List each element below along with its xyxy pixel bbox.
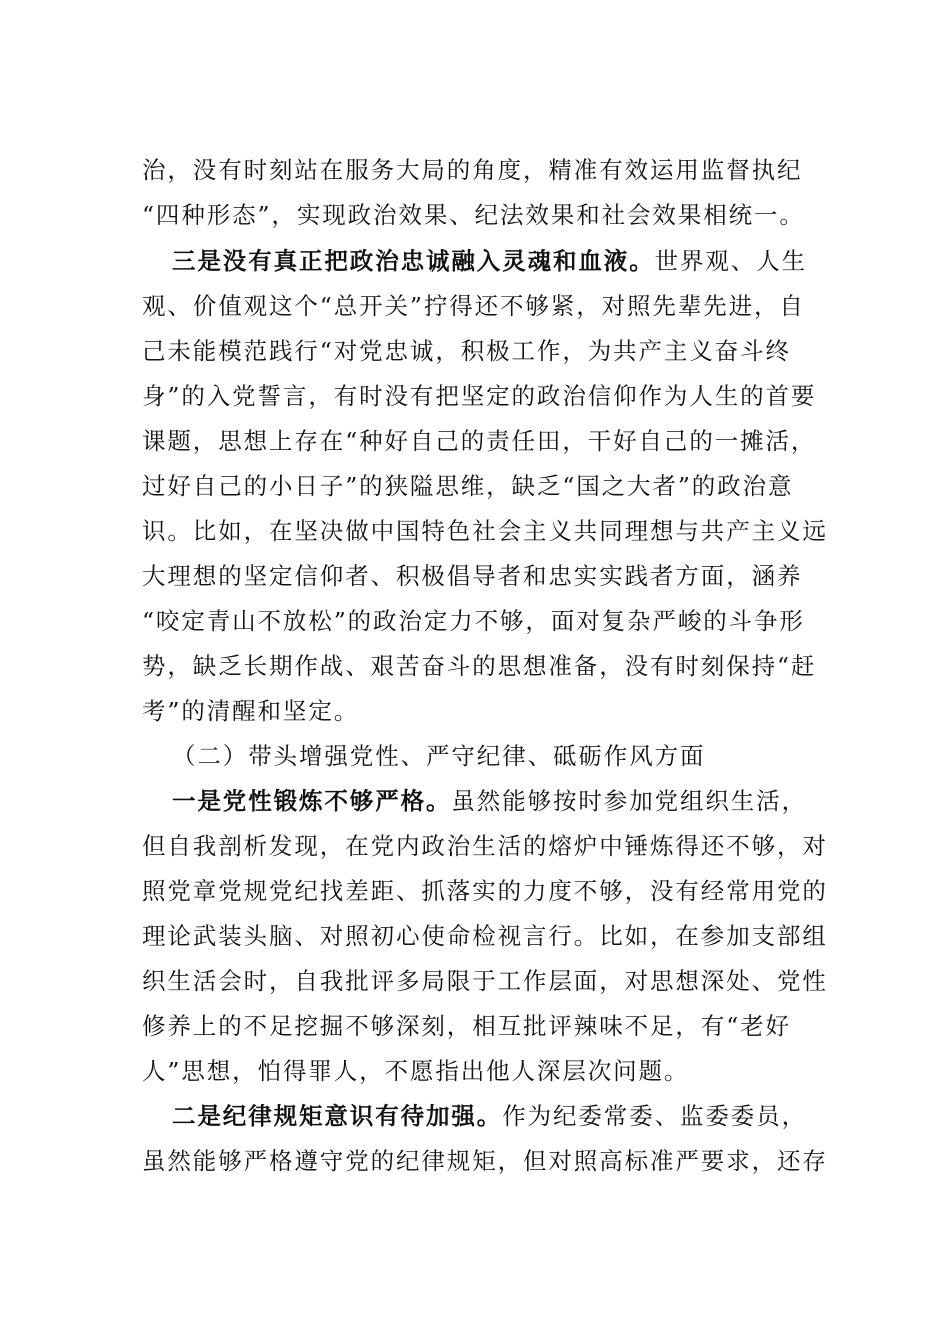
- paragraph-line: 但自我剖析发现，在党内政治生活的熔炉中锤炼得还不够，对: [142, 832, 828, 860]
- paragraph-line: 人”思想，怕得罪人，不愿指出他人深层次问题。: [142, 1057, 690, 1085]
- paragraph-line: 势，缺乏长期作战、艰苦奋斗的思想准备，没有时刻保持“赶: [142, 652, 817, 680]
- line-text: 作为纪委常委、监委委员，: [502, 1102, 808, 1130]
- lead-sentence: 一是党性锻炼不够严格。: [172, 787, 452, 815]
- paragraph-line: 修养上的不足挖掘不够深刻，相互批评辣味不足，有“老好: [142, 1012, 791, 1040]
- paragraph-line: 身”的入党誓言，有时没有把坚定的政治信仰作为人生的首要: [142, 382, 817, 410]
- paragraph-line: 照党章党规党纪找差距、抓落实的力度不够，没有经常用党的: [142, 877, 828, 905]
- section-heading: （二）带头增强党性、严守纪律、砥砺作风方面: [172, 742, 706, 770]
- line-text: 世界观、人生: [654, 247, 808, 275]
- paragraph-line: 课题，思想上存在“种好自己的责任田，干好自己的一摊活，: [142, 427, 817, 455]
- paragraph-line: 治，没有时刻站在服务大局的角度，精准有效运用监督执纪: [142, 156, 803, 184]
- paragraph-line: 过好自己的小日子”的狭隘思维，缺乏“国之大者”的政治意: [142, 472, 794, 500]
- paragraph-line: “四种形态”，实现政治效果、纪法效果和社会效果相统一。: [142, 201, 805, 229]
- paragraph-line: 己未能模范践行“对党忠诚，积极工作，为共产主义奋斗终: [142, 337, 791, 365]
- paragraph-line: 识。比如，在坚决做中国特色社会主义共同理想与共产主义远: [142, 517, 828, 545]
- paragraph-line: 观、价值观这个“总开关”拧得还不够紧，对照先辈先进，自: [142, 292, 805, 320]
- paragraph-line: 考”的清醒和坚定。: [142, 697, 360, 725]
- paragraph-line: [172, 786, 812, 816]
- paragraph-line: 理论武装头脑、对照初心使命检视言行。比如，在参加支部组: [142, 922, 828, 950]
- line-text: 虽然能够按时参加党组织生活，: [451, 787, 808, 815]
- paragraph-line: 大理想的坚定信仰者、积极倡导者和忠实实践者方面，涵养: [142, 562, 803, 590]
- paragraph-line: “咬定青山不放松”的政治定力不够，面对复杂严峻的斗争形: [142, 607, 805, 635]
- paragraph-line: [172, 246, 812, 276]
- paragraph-line: 虽然能够严格遵守党的纪律规矩，但对照高标准严要求，还存: [142, 1147, 828, 1175]
- lead-sentence: 二是纪律规矩意识有待加强。: [172, 1102, 503, 1130]
- paragraph-line: 织生活会时，自我批评多局限于工作层面，对思想深处、党性: [142, 967, 828, 995]
- lead-sentence: 三是没有真正把政治忠诚融入灵魂和血液。: [172, 247, 655, 275]
- paragraph-line: [172, 1101, 812, 1131]
